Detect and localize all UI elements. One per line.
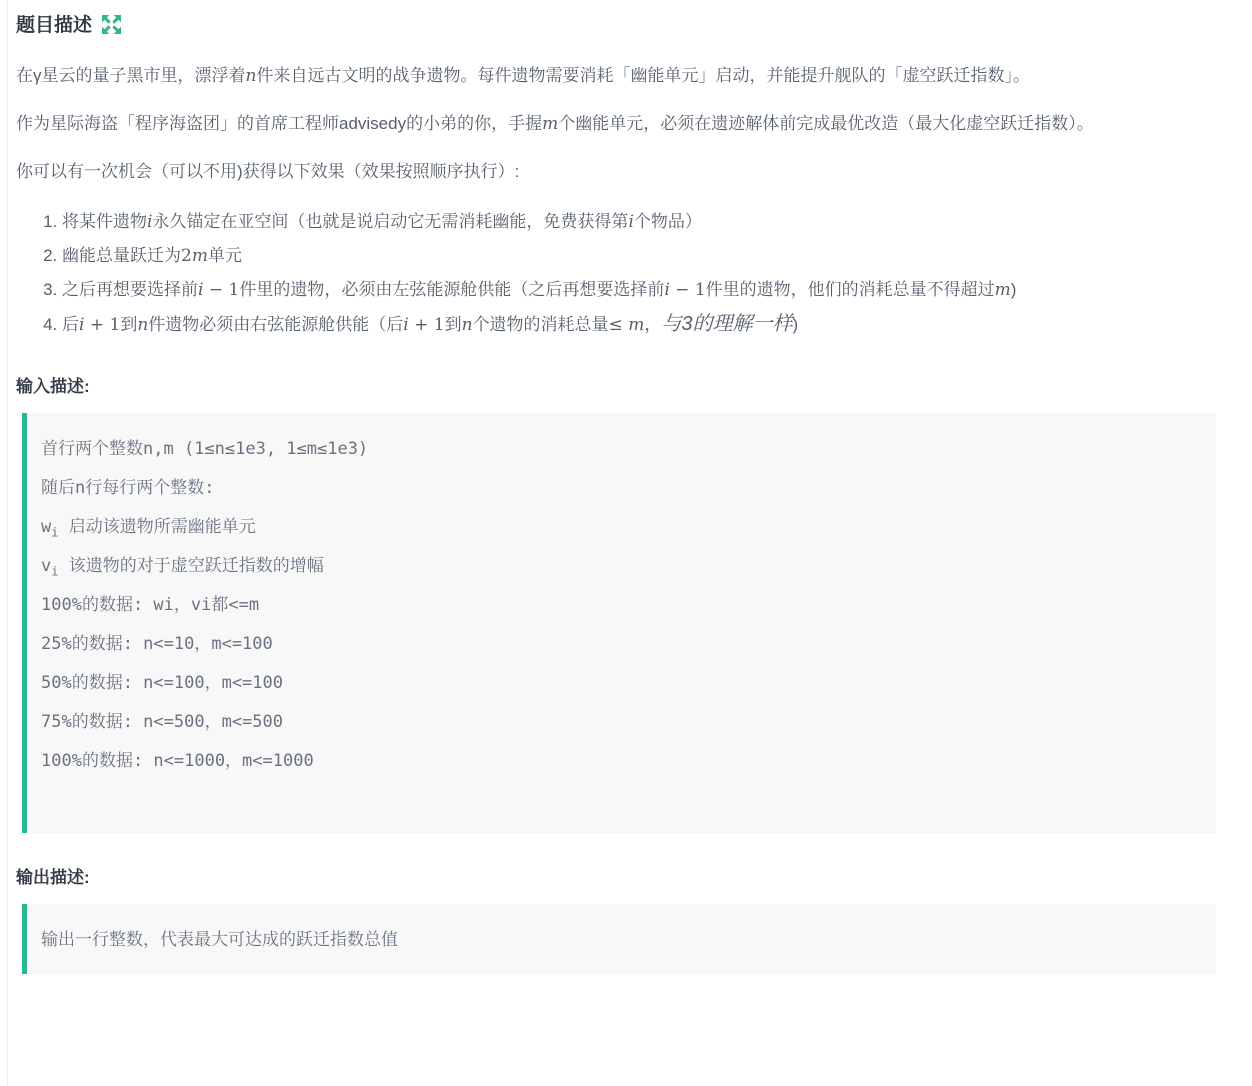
expand-arrows-icon[interactable] — [101, 15, 122, 34]
output-description-heading: 输出描述: — [16, 868, 90, 887]
effects-list — [16, 205, 1224, 342]
input-code-line: 75%的数据: n<=500，m<=500 — [41, 712, 283, 732]
input-code-line: $w_i$ 启动该遗物所需幽能单元 — [41, 517, 256, 540]
input-code-line: 首行两个整数n,m (1≤n≤1e3, 1≤m≤1e3) — [41, 439, 369, 459]
input-description-heading: 输入描述: — [16, 377, 90, 396]
paragraph: 你可以有一次机会（可以不用)获得以下效果（效果按照顺序执行）: — [16, 162, 520, 181]
effect-list-item: 1. 将某件遗物i永久锚定在亚空间（也就是说启动它无需消耗幽能，免费获得第i个物品） — [62, 205, 1224, 239]
section-title-row — [16, 10, 1224, 37]
effect-list-item: 3. 之后再想要选择前i − 1件里的遗物，必须由左弦能源舱供能（之后再想要选择前i − 1件里的遗物，他们的消耗总量不得超过m) — [62, 273, 1224, 307]
input-code-line: 100%的数据: wi，vi都<=m — [41, 595, 260, 615]
effect-list-item: 4. 后i + 1到n件遗物必须由右弦能源舱供能（后i + 1到n个遗物的消耗总量≤ m，与3的理解一样) — [62, 307, 1224, 342]
input-code-line: 50%的数据: n<=100，m<=100 — [41, 673, 283, 693]
input-code-line: 100%的数据: n<=1000，m<=1000 — [41, 751, 314, 771]
page-title: 题目描述 — [16, 15, 93, 36]
paragraph: 在γ星云的量子黑市里，漂浮着n件来自远古文明的战争遗物。每件遗物需要消耗「幽能单元」启动，并能提升舰队的「虚空跃迁指数」。 — [16, 66, 1030, 86]
output-code-line: 输出一行整数，代表最大可达成的跃迁指数总值 — [41, 930, 398, 950]
problem-page — [7, 0, 1252, 1086]
input-code-line: 随后n行每行两个整数: — [41, 478, 215, 498]
input-code-line: 25%的数据: n<=10，m<=100 — [41, 634, 273, 654]
problem-statement — [16, 57, 1224, 191]
output-description-block — [22, 904, 1216, 974]
input-code-line: $v_i$ 该遗物的对于虚空跃迁指数的增幅 — [41, 556, 324, 579]
input-description-block — [22, 413, 1216, 833]
paragraph: 作为星际海盗「程序海盗团」的首席工程师advisedy的小弟的你，手握m个幽能单元，必须在遗迹解体前完成最优改造（最大化虚空跃迁指数）。 — [16, 114, 1094, 134]
effect-list-item: 2. 幽能总量跃迁为2m单元 — [62, 239, 1224, 273]
